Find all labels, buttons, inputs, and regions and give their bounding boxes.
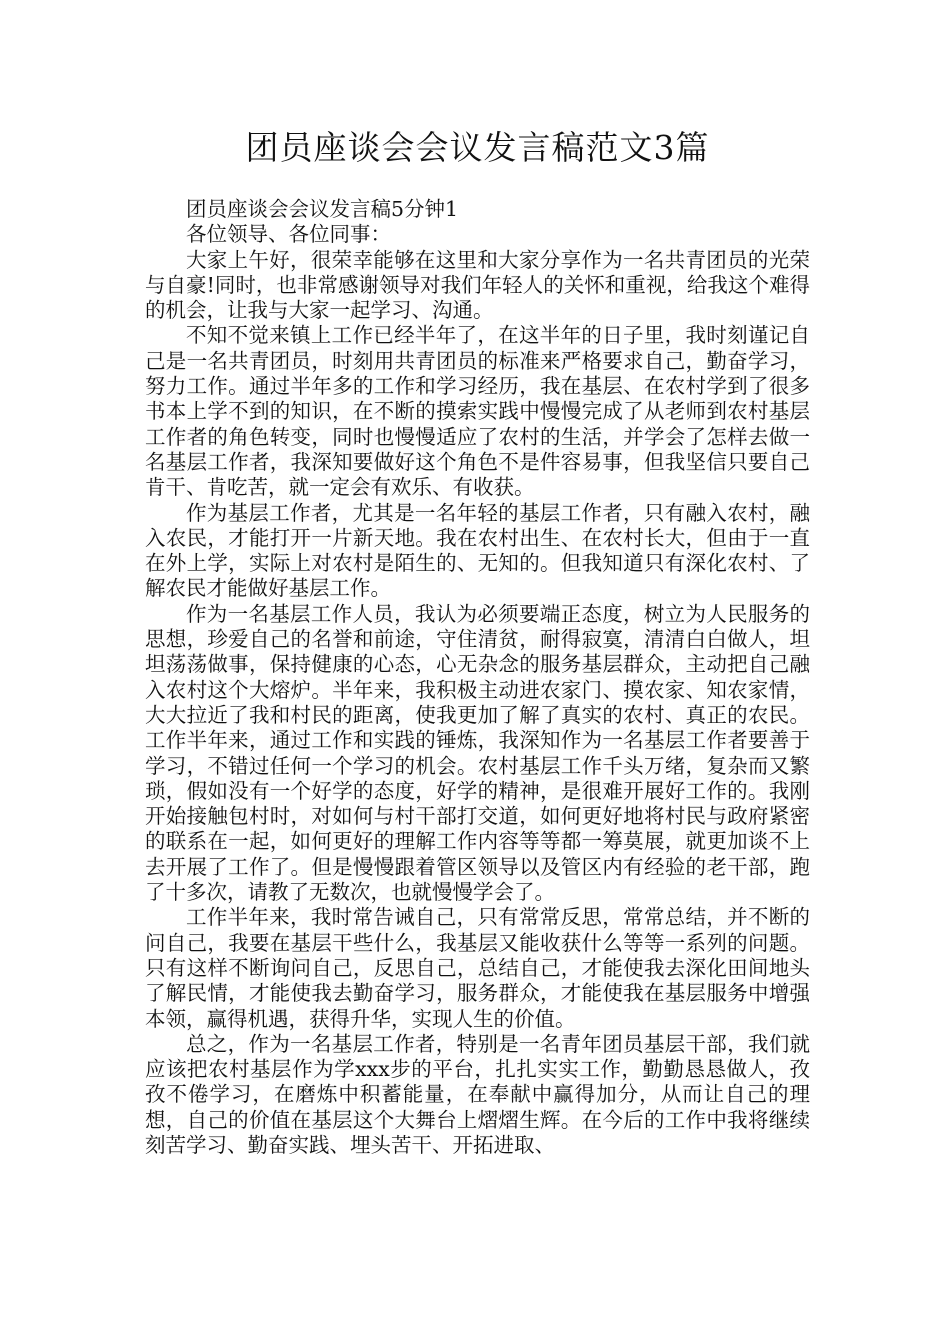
paragraph: 大家上午好，很荣幸能够在这里和大家分享作为一名共青团员的光荣与自豪!同时，也非常感谢领导对我们年轻人的关怀和重视，给我这个难得的机会，让我与大家一起学习、沟通。 — [145, 247, 810, 323]
paragraph: 不知不觉来镇上工作已经半年了，在这半年的日子里，我时刻谨记自己是一名共青团员，时刻用共青团员的标准来严格要求自己，勤奋学习，努力工作。通过半年多的工作和学习经历，我在基层、在农村学到了很多书本上学不到的知识，在不断的摸索实践中慢慢完成了从老师到农村基层工作者的角色转变，同时也慢慢适应了农村的生活，并学会了怎样去做一名基层工作者，我深知要做好这个角色不是件容易事，但我坚信只要自己肯干、肯吃苦，就一定会有欢乐、有收获。 — [145, 323, 810, 500]
document-body — [145, 197, 810, 1158]
paragraph: 总之，作为一名基层工作者，特别是一名青年团员基层干部，我们就应该把农村基层作为学xxx步的平台，扎扎实实工作，勤勤恳恳做人，孜孜不倦学习，在磨炼中积蓄能量，在奉献中赢得加分，从而让自己的理想，自己的价值在基层这个大舞台上熠熠生辉。在今后的工作中我将继续刻苦学习、勤奋实践、埋头苦干、开拓进取、 — [145, 1031, 810, 1157]
salutation: 各位领导、各位同事： — [186, 222, 391, 247]
document-title: 团员座谈会会议发言稿范文3篇 — [245, 128, 710, 167]
paragraph: 作为一名基层工作人员，我认为必须要端正态度，树立为人民服务的思想，珍爱自己的名誉和前途，守住清贫，耐得寂寞，清清白白做人，坦坦荡荡做事，保持健康的心态，心无杂念的服务基层群众，主动把自己融入农村这个大熔炉。半年来，我积极主动进农家门、摸农家、知农家情，大大拉近了我和村民的距离，使我更加了解了真实的农村、真正的农民。工作半年来，通过工作和实践的锤炼，我深知作为一名基层工作者要善于学习，不错过任何一个学习的机会。农村基层工作千头万绪，复杂而又繁琐，假如没有一个好学的态度，好学的精神，是很难开展好工作的。我刚开始接触包村时，对如何与村干部打交道，如何更好地将村民与政府紧密的联系在一起，如何更好的理解工作内容等等都一筹莫展，就更加谈不上去开展了工作了。但是慢慢跟着管区领导以及管区内有经验的老干部，跑了十多次，请教了无数次，也就慢慢学会了。 — [145, 601, 810, 905]
section-subtitle: 团员座谈会会议发言稿5分钟1 — [186, 197, 459, 221]
paragraph: 工作半年来，我时常告诫自己，只有常常反思，常常总结，并不断的问自己，我要在基层干些什么，我基层又能收获什么等等一系列的问题。只有这样不断询问自己，反思自己，总结自己，才能使我去深化田间地头了解民情，才能使我去勤奋学习，服务群众，才能使我在基层服务中增强本领，赢得机遇，获得升华，实现人生的价值。 — [145, 905, 810, 1031]
paragraph: 作为基层工作者，尤其是一名年轻的基层工作者，只有融入农村，融入农民，才能打开一片新天地。我在农村出生、在农村长大，但由于一直在外上学，实际上对农村是陌生的、无知的。但我知道只有深化农村、了解农民才能做好基层工作。 — [145, 500, 810, 601]
